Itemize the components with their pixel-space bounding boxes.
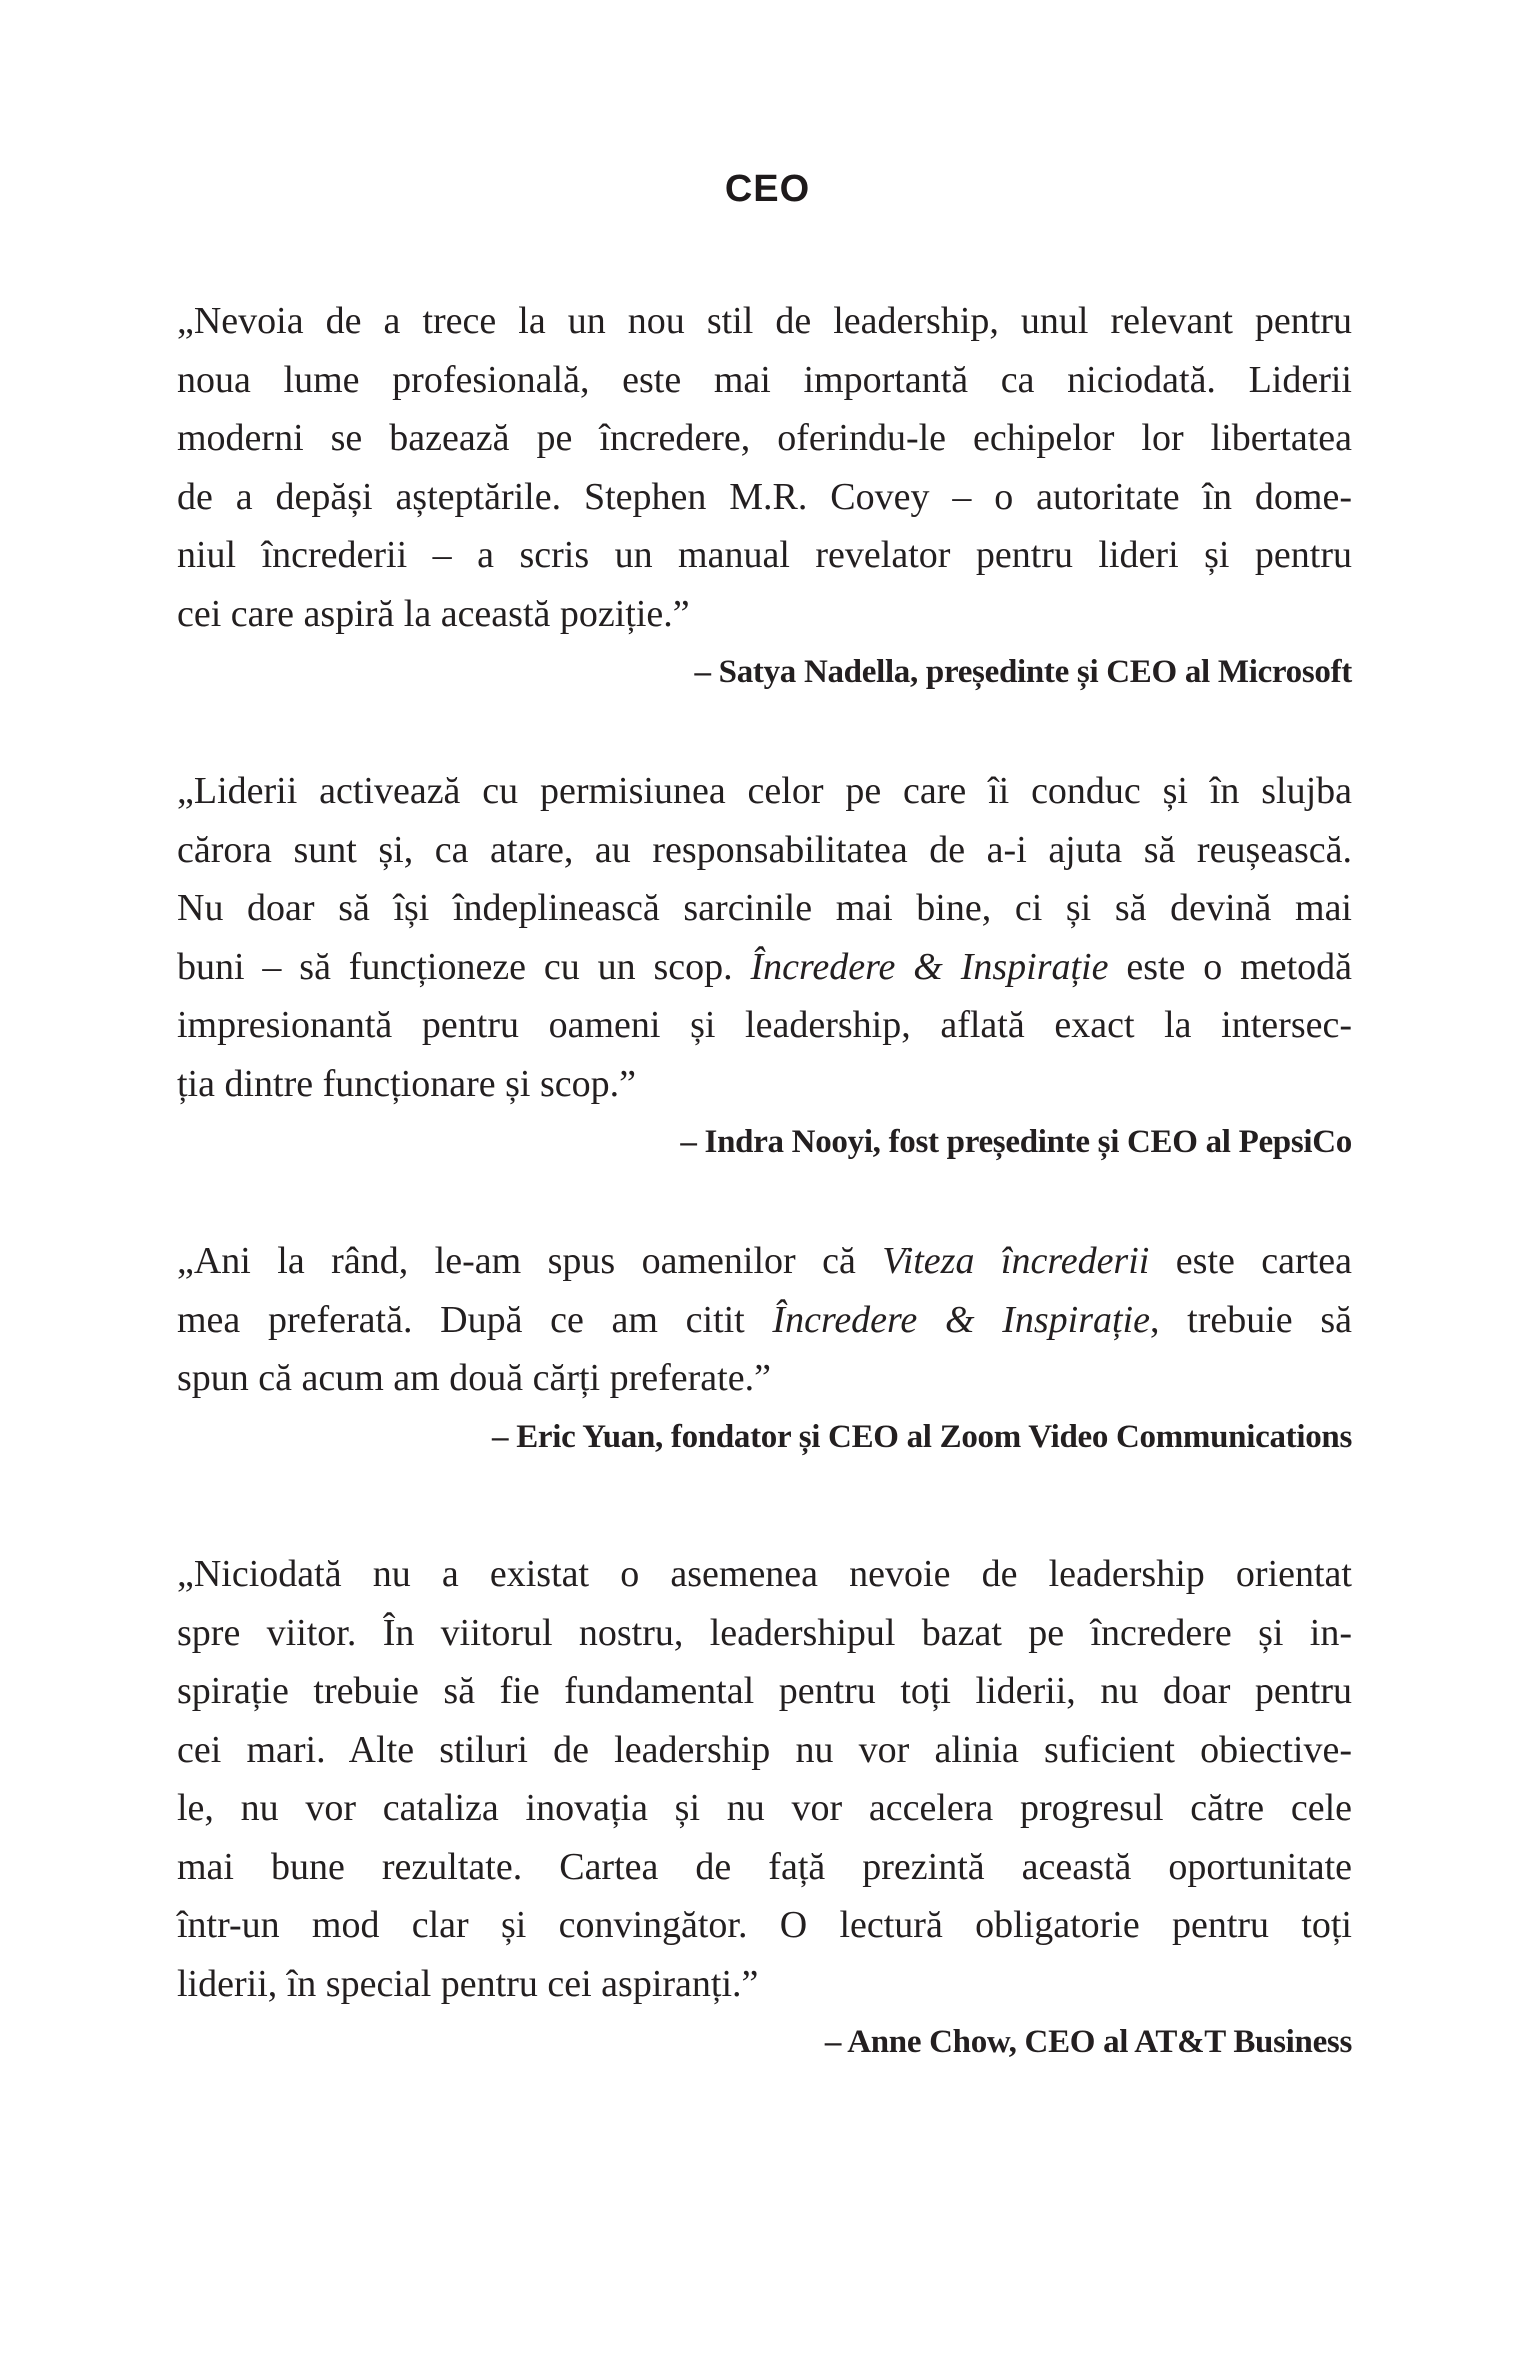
quote-attribution: – Indra Nooyi, fost președinte și CEO al PepsiCo (680, 1124, 1352, 1160)
quote-text: mea preferată. După ce am citit (177, 1298, 773, 1341)
quote-text: „Ani la rând, le-am spus oamenilor că (177, 1240, 883, 1282)
quote-line (177, 1291, 1352, 1350)
quote-line: cei care aspiră la această poziție.” (177, 592, 690, 635)
quote-line: cărora sunt și, ca atare, au responsabilitatea de a-i ajuta să reușească. (177, 828, 1352, 871)
quote-line: niul încrederii – a scris un manual revelator pentru lideri și pentru (177, 534, 1352, 576)
testimonial-quote-2 (177, 762, 1352, 1171)
quote-text: este cartea (1149, 1240, 1352, 1282)
quote-line: într-un mod clar și convingător. O lectură obligatorie pentru toți (177, 1904, 1352, 1946)
quote-attribution: – Eric Yuan, fondator și CEO al Zoom Video Communications (492, 1418, 1352, 1455)
quote-line: noua lume profesională, este mai importantă ca niciodată. Liderii (177, 358, 1352, 401)
quote-line: le, nu vor cataliza inovația și nu vor accelera progresul către cele (177, 1787, 1352, 1829)
quote-line (177, 938, 1352, 997)
testimonial-quote-4 (177, 1545, 1352, 2071)
quote-text: buni – să funcționeze cu un scop. (177, 945, 751, 988)
quote-line: spirație trebuie să fie fundamental pentru toți liderii, nu doar pentru (177, 1670, 1352, 1712)
quote-line: cei mari. Alte stiluri de leadership nu vor alinia suficient obiective- (177, 1728, 1352, 1771)
quote-line: „Nevoia de a trece la un nou stil de leadership, unul relevant pentru (177, 300, 1352, 342)
quote-text: , trebuie să (1149, 1298, 1352, 1341)
book-title-italic: Viteza încrederii (882, 1240, 1150, 1282)
quote-line: mai bune rezultate. Cartea de față prezintă această oportunitate (177, 1845, 1352, 1888)
quote-line: spre viitor. În viitorul nostru, leadershipul bazat pe încredere și in- (177, 1611, 1352, 1654)
quote-attribution: – Anne Chow, CEO al AT&T Business (824, 2024, 1352, 2060)
quote-line: „Niciodată nu a existat o asemenea nevoie de leadership orientat (177, 1553, 1352, 1595)
quote-line: Nu doar să își îndeplinească sarcinile mai bine, ci și să devină mai (177, 887, 1352, 929)
page-title: CEO (724, 168, 811, 210)
quote-line: spun că acum am două cărți preferate.” (177, 1357, 771, 1399)
book-title-italic: Încredere & Inspirație (750, 945, 1109, 988)
quote-line: moderni se bazează pe încredere, oferindu-le echipelor lor libertatea (177, 417, 1352, 459)
quote-line: impresionantă pentru oameni și leadership, aflată exact la intersec- (177, 1004, 1352, 1046)
book-title-italic: Încredere & Inspirație (772, 1298, 1150, 1341)
quote-line: liderii, în special pentru cei aspiranți.” (177, 1962, 759, 2005)
testimonial-quote-3 (177, 1232, 1352, 1466)
quote-text: este o metodă (1108, 945, 1352, 988)
testimonial-quote-1 (177, 292, 1352, 701)
quote-line: ția dintre funcționare și scop.” (177, 1062, 637, 1105)
quote-line: „Liderii activează cu permisiunea celor pe care îi conduc și în slujba (177, 770, 1352, 812)
quote-attribution: – Satya Nadella, președinte și CEO al Microsoft (694, 654, 1352, 690)
quote-line (177, 1232, 1352, 1291)
quote-line: de a depăși așteptările. Stephen M.R. Covey – o autoritate în dome- (177, 475, 1352, 518)
